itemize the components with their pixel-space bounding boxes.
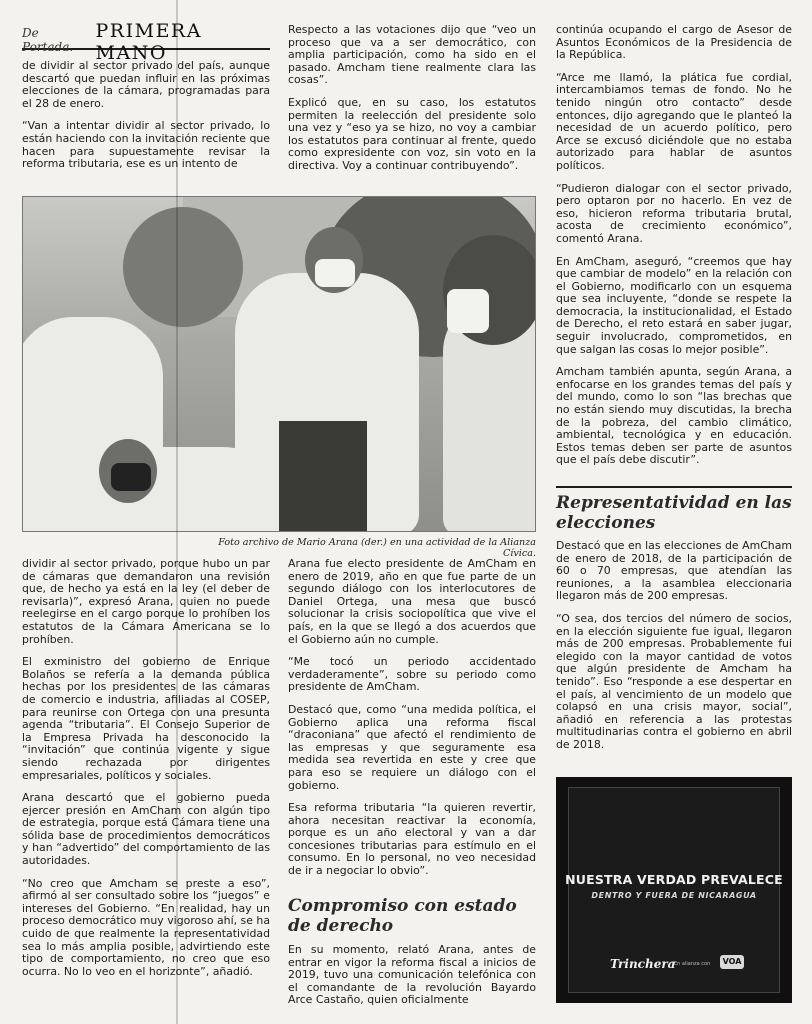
trinchera-logo: Trinchera [610, 957, 676, 971]
paragraph: “Arce me llamó, la plática fue cordial, intercambiamos temas de fondo. No he tenido ningún otro contacto” desde entonces, dijo agregando que le planteó la necesidad de un acuerdo político, pero Arce se excusó diciéndole que no estaba autorizado para hablar de asuntos políticos. [556, 70, 792, 172]
ad-headline: NUESTRA VERDAD PREVALECE [565, 872, 783, 887]
photo-caption: Foto archivo de Mario Arana (der.) en una actividad de la Alianza Cívica. [218, 537, 536, 559]
advertisement[interactable] [556, 777, 792, 1003]
section-header [22, 20, 270, 64]
ad-subline: DENTRO Y FUERA DE NICARAGUA [591, 891, 757, 900]
paragraph: “Van a intentar dividir al sector privado, lo están haciendo con la invitación reciente que hacen para supuestamente revisar la reforma tributaria, ese es un intento de [22, 119, 270, 171]
news-photo [22, 196, 536, 532]
ad-partner-text: En alianza con [674, 961, 711, 967]
paragraph: En AmCham, aseguró, “creemos que hay que cambiar de modelo” en la relación con el Gobierno, modificarlo con un esquema que sea incluyente, “donde se respete la democracia, la institucionalidad, el Estado de Derecho, el reto estará en saber jugar, seguir involucrado, comprometidos, en que salgan las cosas lo mejor posible”. [556, 254, 792, 356]
paragraph: “No creo que Amcham se preste a eso”, afirmó al ser consultado sobre los “juegos” e intereses del Gobierno. “En realidad, hay un proceso democrático muy vigoroso ahí, se ha cuido de que realmente la representatividad sea lo más amplia posible, advirtiendo este tipo de comportamiento, no creo que eso ocurra. No lo veo en el horizonte”, añadió. [22, 876, 270, 978]
paragraph: Explicó que, en su caso, los estatutos permiten la reelección del presidente solo una vez y “eso ya se hizo, no voy a cambiar los estatutos para continuar al frente, quedo como expresidente con voz, sin voto en la directiva. Voy a continuar contribuyendo”. [288, 95, 536, 172]
paragraph: “O sea, dos tercios del número de socios, en la elección siguiente fue igual, llegaron más de 200 empresas. Probablemente fui elegido con la mayor cantidad de votos que algún presidente de Amcham ha tenido”. Eso “responde a ese despertar en el país, al vencimiento de un modelo que colapsó en una crisis mayor, social”, añadió en referencia a las protestas multitudinarias contra el gobierno en abril de 2018. [556, 611, 792, 751]
section-brand: PRIMERA MANO [95, 20, 202, 64]
paragraph: Amcham también apunta, según Arana, a enfocarse en los grandes temas del país y del mundo, como lo son “las brechas que no están siendo muy discutidas, la brecha de la pobreza, del cambio climático, ambiental, tecnológica y en educación. Estos temas deben ser parte de asuntos que el país debe discutir”. [556, 365, 792, 467]
paragraph: Destacó que en las elecciones de AmCham de enero de 2018, de la participación de 60 o 70 empresas, que atendían las reuniones, a la asamblea eleccionaria llegaron más de 200 empresas. [556, 540, 792, 603]
paragraph: Destacó que, como “una medida política, el Gobierno aplica una reforma fiscal “draconiana” que afectó el rendimiento de las empresas y que seguramente esa medida sea revertida en este y cree que para eso se requiere un diálogo con el gobierno. [288, 702, 536, 792]
photo-face-mask [111, 463, 151, 491]
article-column-bottom-middle-continued [288, 944, 536, 1010]
article-column-top-left [22, 60, 270, 188]
photo-tree [123, 207, 243, 327]
section-kicker: De Portada. [22, 26, 74, 54]
subheading-representatividad: Representatividad en las elecciones [556, 493, 792, 533]
paragraph: El exministro del gobierno de Enrique Bolaños se refería a la demanda pública hechas por los presidentes de las cámaras de comercio e industria, afiliadas al COSEP, para reunirse con Ortega con una presunta agenda “tributaria”. El Consejo Superior de la Empresa Privada ha desconocido la “invitación” que continúa vigente y sigue siendo rechazada por dirigentes empresariales, políticos y sociales. [22, 655, 270, 782]
photo-face-mask [315, 259, 355, 287]
paragraph: Arana descartó que el gobierno pueda ejercer presión en AmCham con algún tipo de estrategia, porque está Cámara tiene una sólida base de procedimientos democráticos y han “advertido” del comportamiento de las autoridades. [22, 791, 270, 868]
article-column-bottom-middle [288, 558, 536, 888]
paragraph: En su momento, relató Arana, antes de entrar en vigor la reforma fiscal a inicios de 2019, tuvo una comunicación telefónica con el comandante de la revolución Bayardo Arce Castaño, quien oficialmente [288, 944, 536, 1007]
subheading-compromiso: Compromiso con estado de derecho [288, 896, 517, 936]
article-column-top-right [556, 24, 792, 480]
paragraph: continúa ocupando el cargo de Asesor de Asuntos Económicos de la Presidencia de la República. [556, 24, 792, 62]
article-column-bottom-left [22, 558, 270, 1004]
paragraph: de dividir al sector privado del país, aunque descartó que puedan influir en las próximas elecciones de la cámara, programadas para el 28 de enero. [22, 60, 270, 110]
article-column-bottom-right [556, 540, 792, 776]
article-column-top-middle [288, 24, 536, 188]
paragraph: “Pudieron dialogar con el sector privado, pero optaron por no hacerlo. En vez de eso, hicieron reforma tributaria brutal, acosta de crecimiento económico”, comentó Arana. [556, 181, 792, 245]
photo-person-trousers [279, 421, 367, 532]
paragraph: Esa reforma tributaria “la quieren revertir, ahora necesitan reactivar la economía, porque es un año electoral y van a dar concesiones tributarias para estímulo en el consumo. En lo personal, no veo necesidad de ir a negociar lo obvio”. [288, 801, 536, 878]
paragraph: Arana fue electo presidente de AmCham en enero de 2019, año en que fue parte de un segundo diálogo con los interlocutores de Daniel Ortega, una mesa que buscó solucionar la crisis sociopolítica que vive el país, en la que se llegó a dos acuerdos que el Gobierno aún no cumple. [288, 558, 536, 646]
paragraph: Respecto a las votaciones dijo que “veo un proceso que va a ser democrático, con amplia participación, como ha sido en el pasado. Amcham tiene realmente clara las cosas”. [288, 24, 536, 87]
voa-logo: VOA [720, 955, 744, 969]
paper-fold-line [176, 0, 178, 1024]
paragraph: “Me tocó un periodo accidentado verdaderamente”, sobre su periodo como presidente de AmCham. [288, 655, 536, 694]
paragraph: dividir al sector privado, porque hubo un par de cámaras que demandaron una revisión que, de hecho ya está en la ley (el deber de revisarla)”, expresó Arana, quien no puede reelegirse en el cargo porque lo prohíben los estatutos de la Cámara Americana se lo prohíben. [22, 558, 270, 646]
photo-face-mask [447, 289, 489, 333]
subheading-rule [556, 486, 792, 488]
